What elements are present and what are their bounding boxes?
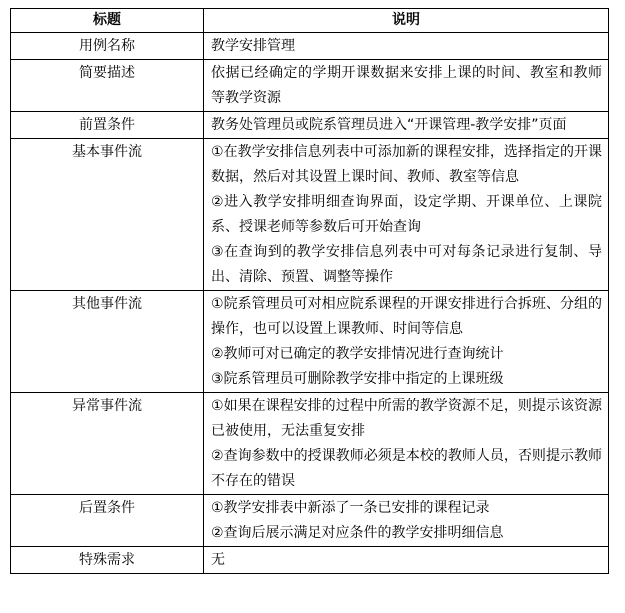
row-label: 前置条件 [11,112,204,139]
table-header-row [11,9,609,33]
row-label: 异常事件流 [11,393,204,495]
table-row [11,547,609,574]
description-line: 无 [211,552,225,568]
description-line: ③在查询到的教学安排信息列表中可对每条记录进行复制、导出、清除、预置、调整等操作 [211,244,602,285]
description-line: 教务处管理员或院系管理员进入“开课管理-教学安排”页面 [211,117,567,133]
header-title: 标题 [11,9,204,33]
description-line: 教学安排管理 [211,38,295,54]
table-row [11,495,609,547]
row-description [204,33,609,60]
row-description [204,139,609,291]
use-case-table [10,8,609,574]
description-line: ②查询参数中的授课教师必须是本校的教师人员，否则提示教师不存在的错误 [211,448,602,489]
table-row [11,60,609,112]
description-line: ①如果在课程安排的过程中所需的教学资源不足，则提示该资源已被使用，无法重复安排 [211,398,602,439]
description-line: ①院系管理员可对相应院系课程的开课安排进行合拆班、分组的操作，也可以设置上课教师、时间等信息 [211,296,602,337]
table-row [11,291,609,393]
description-line: ①在教学安排信息列表中可添加新的课程安排，选择指定的开课数据，然后对其设置上课时间、教师、教室等信息 [211,144,602,185]
header-description: 说明 [204,9,609,33]
row-description [204,495,609,547]
table-row [11,139,609,291]
description-line: 依据已经确定的学期开课数据来安排上课的时间、教室和教师等教学资源 [211,65,602,106]
row-description [204,547,609,574]
table-row [11,112,609,139]
row-description [204,291,609,393]
table-row [11,393,609,495]
description-line: ①教学安排表中新添了一条已安排的课程记录 [211,500,490,516]
row-label: 简要描述 [11,60,204,112]
description-line: ③院系管理员可删除教学安排中指定的上课班级 [211,371,504,387]
description-line: ②查询后展示满足对应条件的教学安排明细信息 [211,525,504,541]
row-label: 其他事件流 [11,291,204,393]
row-description [204,112,609,139]
row-label: 特殊需求 [11,547,204,574]
table-row [11,33,609,60]
row-label: 基本事件流 [11,139,204,291]
row-label: 用例名称 [11,33,204,60]
row-description [204,60,609,112]
row-label: 后置条件 [11,495,204,547]
description-line: ②教师可对已确定的教学安排情况进行查询统计 [211,346,504,362]
description-line: ②进入教学安排明细查询界面，设定学期、开课单位、上课院系、授课老师等参数后可开始查询 [211,194,602,235]
row-description [204,393,609,495]
